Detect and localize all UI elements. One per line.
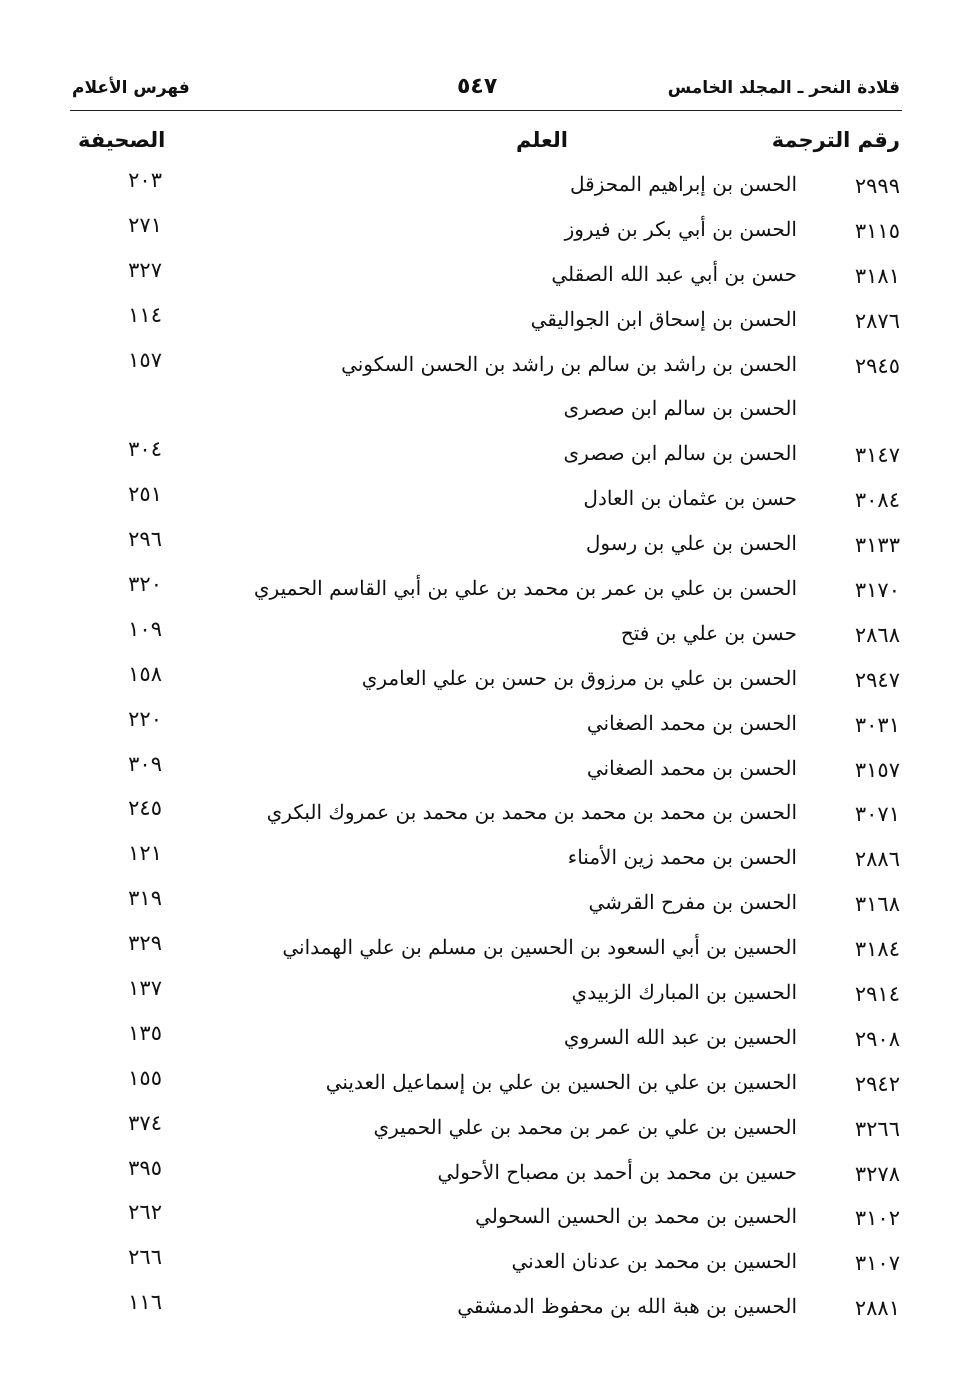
entry-number: ٢٩٩٩	[854, 174, 900, 198]
entry-number: ٣٢٧٨	[854, 1161, 900, 1186]
index-row	[72, 662, 900, 707]
entry-page: ٣٠٤	[128, 437, 162, 462]
index-row	[72, 572, 900, 617]
entry-number: ٣١٥٧	[854, 757, 900, 782]
entry-page: ٣٠٩	[128, 751, 162, 776]
index-row	[72, 1111, 900, 1156]
index-list	[72, 168, 900, 1335]
entry-number: ٣١١٥	[854, 218, 900, 243]
column-headers	[72, 128, 900, 162]
entry-number: ٣٢٦٦	[854, 1116, 900, 1141]
entry-name: الحسن بن مفرح القرشي	[588, 890, 797, 915]
entry-page: ٣٢٠	[128, 572, 162, 597]
entry-page: ١٢١	[128, 841, 162, 866]
entry-number: ٢٩٠٨	[854, 1026, 900, 1051]
index-row	[72, 168, 900, 213]
entry-name: الحسن بن محمد بن محمد بن محمد بن محمد بن عمروك البكري	[266, 800, 797, 825]
entry-name: الحسن بن أبي بكر بن فيروز	[564, 216, 797, 241]
index-row	[72, 931, 900, 976]
entry-number: ٣١٣٣	[854, 533, 900, 558]
column-header-page: الصحيفة	[78, 128, 166, 152]
entry-number: ٣١٨٤	[854, 937, 900, 962]
entry-name: الحسن بن علي بن مرزوق بن حسن بن علي العامري	[361, 665, 797, 690]
entry-number: ٢٩٤٧	[854, 667, 900, 692]
entry-page: ١٠٩	[128, 616, 162, 641]
index-row	[72, 482, 900, 527]
entry-page: ٢٧١	[128, 212, 162, 237]
entry-name: الحسن بن سالم ابن صصرى	[563, 441, 797, 466]
entry-number: ٢٩٤٥	[854, 353, 900, 378]
index-row	[72, 707, 900, 752]
section-title: فهرس الأعلام	[72, 78, 190, 98]
index-row	[72, 1066, 900, 1111]
entry-name: الحسن بن محمد الصغاني	[586, 755, 797, 780]
entry-page: ٢٦٢	[128, 1200, 162, 1225]
entry-page: ١١٤	[128, 302, 162, 327]
entry-name: الحسين بن محمد بن الحسين السحولي	[475, 1204, 797, 1229]
entry-number: ٢٨٨١	[854, 1296, 900, 1321]
entry-number: ٣٠٨٤	[854, 488, 900, 513]
entry-page: ١٥٥	[128, 1065, 162, 1090]
index-row	[72, 1200, 900, 1245]
book-title: قلادة النحر ـ المجلد الخامس	[667, 78, 900, 98]
entry-name: الحسين بن المبارك الزبيدي	[571, 980, 797, 1005]
index-row	[72, 303, 900, 348]
page-number: ٥٤٧	[457, 74, 498, 99]
entry-page: ٣٧٤	[128, 1110, 162, 1135]
index-row	[72, 796, 900, 841]
entry-number: ٢٨٦٨	[854, 622, 900, 647]
index-row	[72, 1290, 900, 1335]
entry-name: حسن بن عثمان بن العادل	[583, 486, 797, 511]
entry-number: ٢٨٧٦	[854, 308, 900, 333]
entry-page: ١٣٥	[128, 1020, 162, 1045]
entry-name: الحسين بن علي بن الحسين بن علي بن إسماعيل العديني	[325, 1069, 797, 1094]
entry-page: ١٣٧	[128, 976, 162, 1001]
index-row	[72, 617, 900, 662]
entry-page: ٢٤٥	[128, 796, 162, 821]
entry-number: ٣١٤٧	[854, 443, 900, 468]
entry-name: الحسن بن راشد بن سالم بن راشد بن الحسن السكوني	[341, 351, 797, 376]
entry-page: ٢٢٠	[128, 706, 162, 731]
index-row	[72, 886, 900, 931]
entry-number: ٣٠٧١	[854, 802, 900, 827]
index-row	[72, 976, 900, 1021]
entry-name: الحسين بن علي بن عمر بن محمد بن علي الحميري	[373, 1114, 797, 1139]
entry-number: ٣١٨١	[854, 263, 900, 288]
entry-page: ٢٠٣	[128, 168, 162, 192]
index-row	[72, 841, 900, 886]
entry-page: ٢٩٦	[128, 527, 162, 552]
entry-name: الحسين بن محمد بن عدنان العدني	[511, 1249, 797, 1274]
index-row	[72, 392, 900, 437]
index-row	[72, 348, 900, 393]
entry-number: ٢٨٨٦	[854, 847, 900, 872]
index-row	[72, 752, 900, 797]
index-row	[72, 258, 900, 303]
entry-number: ٢٩٤٢	[854, 1071, 900, 1096]
entry-page: ١٥٧	[128, 347, 162, 372]
entry-number: ٣٠٣١	[854, 712, 900, 737]
entry-page: ١١٦	[128, 1290, 162, 1315]
column-header-number: رقم الترجمة	[771, 128, 900, 152]
index-row	[72, 1245, 900, 1290]
index-row	[72, 527, 900, 572]
entry-name: الحسين بن عبد الله السروي	[563, 1024, 797, 1049]
entry-name: الحسن بن إسحاق ابن الجواليقي	[530, 306, 797, 331]
column-header-name: العلم	[516, 128, 568, 152]
entry-name: الحسين بن هبة الله بن محفوظ الدمشقي	[457, 1294, 797, 1319]
index-row	[72, 1156, 900, 1201]
entry-name: الحسن بن محمد زين الأمناء	[567, 845, 797, 870]
entry-name: الحسن بن محمد الصغاني	[586, 710, 797, 735]
index-row	[72, 1021, 900, 1066]
entry-name: الحسن بن علي بن عمر بن محمد بن علي بن أبي القاسم الحميري	[253, 576, 797, 601]
entry-page: ٢٥١	[128, 482, 162, 507]
index-row	[72, 213, 900, 258]
entry-number: ٢٩١٤	[854, 982, 900, 1007]
entry-number: ٣١٠٧	[854, 1251, 900, 1276]
entry-page: ١٥٨	[128, 661, 162, 686]
entry-number: ٣١٠٢	[854, 1206, 900, 1231]
entry-page: ٣٢٧	[128, 257, 162, 282]
entry-page: ٣٩٥	[128, 1155, 162, 1180]
entry-number: ٣١٧٠	[854, 578, 900, 603]
entry-name: حسين بن محمد بن أحمد بن مصباح الأحولي	[437, 1159, 797, 1184]
entry-name: الحسن بن إبراهيم المحزقل	[570, 172, 797, 196]
entry-name: حسن بن علي بن فتح	[620, 620, 797, 645]
index-row	[72, 437, 900, 482]
running-header	[72, 74, 900, 104]
entry-name: حسن بن أبي عبد الله الصقلي	[551, 261, 797, 286]
header-divider	[70, 110, 902, 111]
entry-name: الحسن بن علي بن رسول	[585, 531, 797, 556]
entry-page: ٣١٩	[128, 886, 162, 911]
entry-name: الحسن بن سالم ابن صصرى	[563, 396, 797, 421]
entry-number: ٣١٦٨	[854, 892, 900, 917]
entry-name: الحسين بن أبي السعود بن الحسين بن مسلم بن علي الهمداني	[282, 935, 797, 960]
entry-page: ٣٢٩	[128, 931, 162, 956]
entry-page: ٢٦٦	[128, 1245, 162, 1270]
